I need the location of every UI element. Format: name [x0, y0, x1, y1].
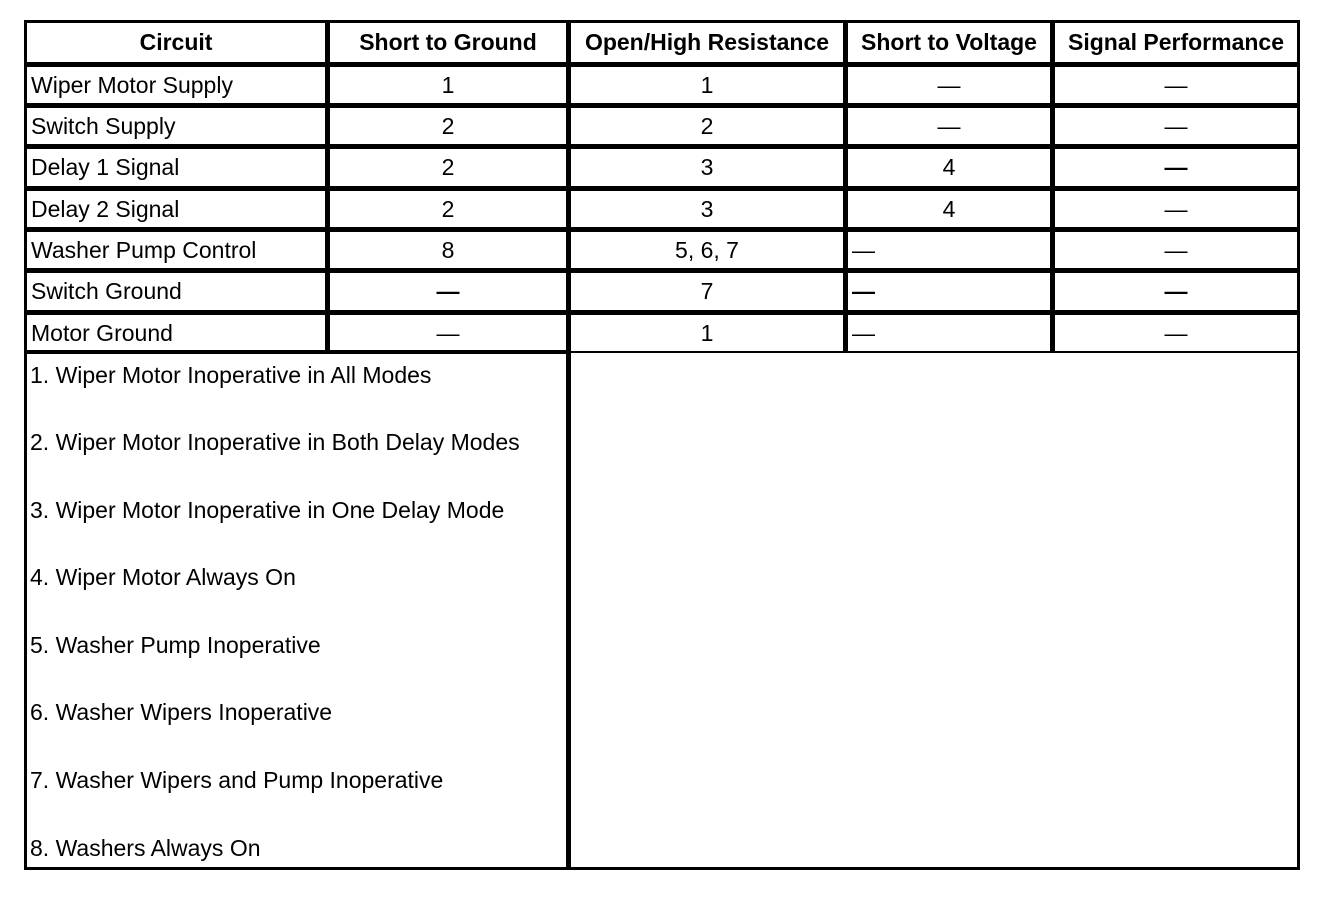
table-cell-short-to-ground: 2: [441, 195, 455, 222]
table-cell-circuit: Switch Ground: [31, 278, 182, 304]
note-item: 8. Washers Always On: [30, 835, 261, 861]
table-cell-short-to-voltage: —: [937, 71, 961, 98]
note-item: 1. Wiper Motor Inoperative in All Modes: [30, 362, 432, 388]
table-cell-short-to-ground: —: [436, 278, 460, 304]
table-cell-signal-performance: —: [1164, 236, 1188, 263]
note-item: 2. Wiper Motor Inoperative in Both Delay Modes: [30, 429, 520, 455]
table-cell-open-high-resistance: 5, 6, 7: [675, 236, 739, 263]
header-open-high-resistance: Open/High Resistance: [584, 29, 830, 55]
table-cell-short-to-ground: —: [436, 319, 460, 346]
note-item: 5. Washer Pump Inoperative: [30, 632, 321, 658]
table-cell-short-to-voltage: 4: [942, 154, 956, 180]
table-cell-short-to-voltage: —: [937, 112, 961, 139]
table-cell-short-to-voltage: —: [852, 319, 875, 346]
table-cell-open-high-resistance: 3: [700, 195, 714, 222]
table-cell-signal-performance: —: [1164, 71, 1188, 98]
note-item: 3. Wiper Motor Inoperative in One Delay Mode: [30, 497, 505, 523]
header-short-to-ground: Short to Ground: [359, 29, 537, 55]
note-item: 7. Washer Wipers and Pump Inoperative: [30, 767, 444, 793]
table-cell-short-to-voltage: —: [852, 278, 875, 304]
table-cell-signal-performance: —: [1164, 195, 1188, 222]
column-divider: [566, 20, 571, 870]
table-cell-signal-performance: —: [1164, 278, 1188, 304]
note-item: 4. Wiper Motor Always On: [30, 564, 296, 590]
table-cell-short-to-voltage: —: [852, 236, 875, 263]
table-cell-open-high-resistance: 3: [700, 154, 714, 180]
table-bottom-divider: [569, 351, 1300, 353]
table-cell-short-to-ground: 2: [441, 154, 455, 180]
table-cell-open-high-resistance: 1: [700, 319, 714, 346]
table-cell-open-high-resistance: 7: [700, 278, 714, 304]
table-cell-circuit: Washer Pump Control: [31, 236, 257, 263]
table-cell-circuit: Delay 1 Signal: [31, 154, 180, 180]
table-cell-circuit: Wiper Motor Supply: [31, 71, 233, 98]
table-cell-short-to-ground: 1: [441, 71, 455, 98]
table-cell-short-to-voltage: 4: [942, 195, 956, 222]
table-cell-signal-performance: —: [1164, 154, 1188, 180]
table-cell-open-high-resistance: 1: [700, 71, 714, 98]
header-signal-performance: Signal Performance: [1067, 29, 1285, 55]
table-cell-short-to-ground: 2: [441, 112, 455, 139]
table-cell-signal-performance: —: [1164, 112, 1188, 139]
header-circuit: Circuit: [139, 29, 213, 55]
table-cell-signal-performance: —: [1164, 319, 1188, 346]
header-short-to-voltage: Short to Voltage: [861, 29, 1037, 55]
table-cell-short-to-ground: 8: [441, 236, 455, 263]
table-cell-circuit: Motor Ground: [31, 319, 173, 346]
table-cell-open-high-resistance: 2: [700, 112, 714, 139]
table-cell-circuit: Switch Supply: [31, 112, 176, 139]
table-cell-circuit: Delay 2 Signal: [31, 195, 180, 222]
note-item: 6. Washer Wipers Inoperative: [30, 699, 333, 725]
